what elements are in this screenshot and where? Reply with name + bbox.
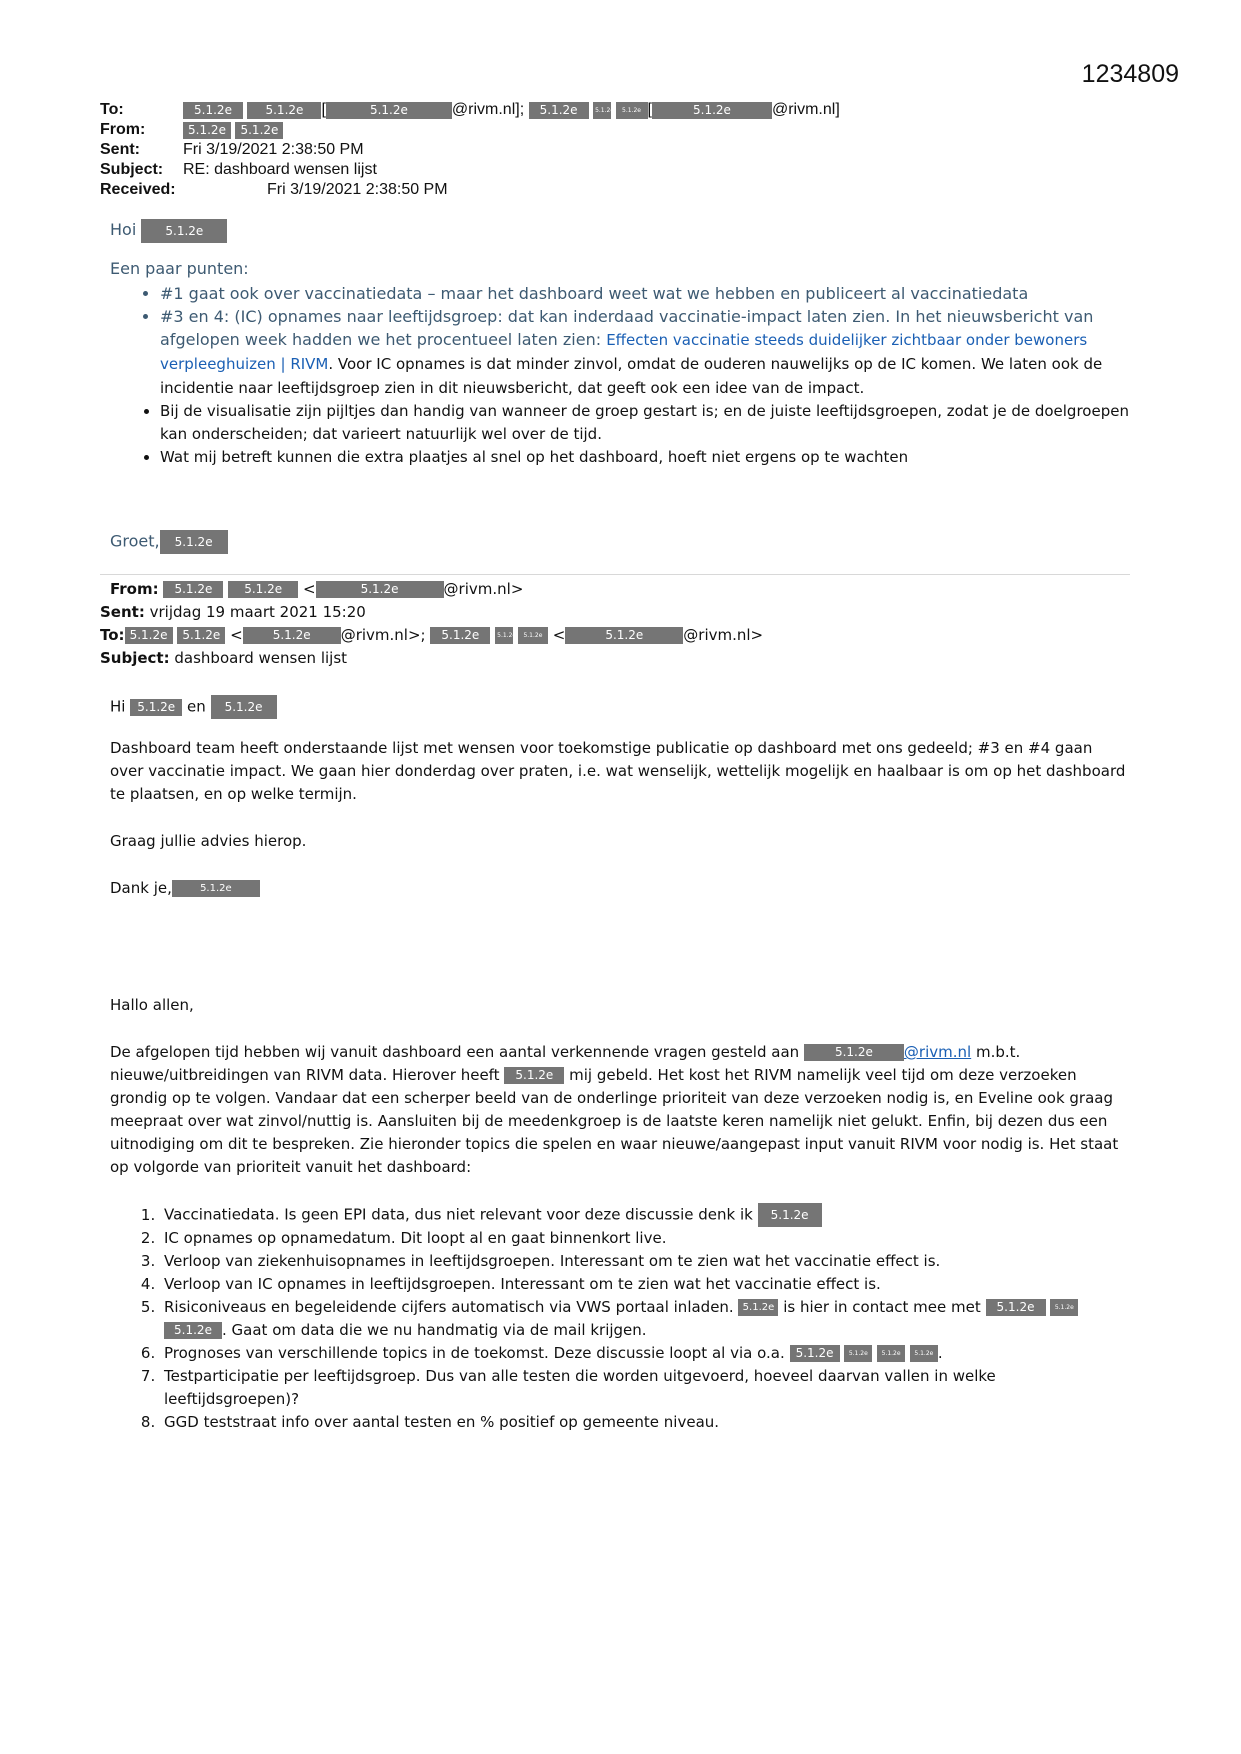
redaction-block: 5.1.2e [160, 530, 228, 554]
list-item: 8. GGD teststraat info over aantal testen en % positief op gemeente niveau. [160, 1411, 1130, 1434]
redaction-block: 5.1.2e [430, 627, 490, 644]
intro: Een paar punten: [110, 258, 249, 278]
redaction-block: 5.1.2e [877, 1345, 905, 1362]
redaction-block: 5.1.2e [211, 695, 277, 719]
paragraph: Dashboard team heeft onderstaande lijst met wensen voor toekomstige publicatie op dashboard met ons gedeeld; #3 en #4 gaan over vaccinatie impact. We gaan hier donderdag over praten, i.e. wat wenselijk, wettelijk mogelijk en haalbaar is om op het dashboard te plaatsen, en op welke termijn. [110, 739, 1126, 803]
paragraph-text: De afgelopen tijd hebben wij vanuit dashboard een aantal verkennende vragen gesteld aan [110, 1043, 804, 1061]
to-label: To: [100, 101, 124, 118]
fwd-subject-row [100, 647, 763, 670]
fwd-subject-value: dashboard wensen lijst [174, 649, 348, 667]
redaction-block: 5.1.2e [518, 627, 548, 644]
redaction-block: 5.1.2e [183, 102, 243, 119]
redaction-block: 5.1.2e [652, 102, 772, 119]
subject-row [100, 160, 840, 180]
redaction-block: 5.1.2e [235, 122, 283, 139]
item-text: is hier in contact mee met [778, 1298, 986, 1316]
greeting: Hoi [110, 220, 137, 239]
redaction-block: 5.1.2e [130, 699, 182, 716]
domain-text: @rivm.nl>; [340, 626, 426, 644]
fwd-from-label: From: [110, 580, 159, 598]
sent-label: Sent: [100, 141, 140, 158]
divider [100, 574, 1130, 575]
angle-bracket: < [552, 626, 566, 644]
list-item [160, 305, 1130, 400]
news-link[interactable]: Effecten vaccinatie steeds duidelijker zichtbaar onder bewoners verpleeghuizen | RIVM [160, 330, 1088, 373]
redaction-block: 5.1.2e [183, 122, 231, 139]
paragraph: Hallo allen, [110, 996, 194, 1014]
list-item [160, 1342, 1130, 1365]
hi: Hi [110, 697, 126, 716]
item-text: . [937, 1344, 943, 1362]
redaction-block: 5.1.2e [1050, 1299, 1078, 1316]
list-item: 2. IC opnames op opnamedatum. Dit loopt al en gaat binnenkort live. [160, 1227, 1130, 1250]
redaction-block: 5.1.2e [164, 1322, 222, 1339]
received-label: Received: [100, 181, 176, 198]
redaction-block: 5.1.2e [738, 1299, 778, 1316]
sent-row [100, 140, 840, 160]
list-item [160, 1203, 1130, 1227]
item-text: . Gaat om data die we nu handmatig via de mail krijgen. [222, 1321, 647, 1339]
redaction-block: 5.1.2e [177, 627, 225, 644]
domain-text: @rivm.nl> [683, 626, 764, 644]
redaction-block: 5.1.2e [243, 627, 341, 644]
list-item: 3. Verloop van ziekenhuisopnames in leeftijdsgroepen. Interessant om te zien wat het vaccinatie effect is. [160, 1250, 1130, 1273]
paragraph-text: m.b.t. nieuwe/uitbreidingen van RIVM data. Hierover heeft [110, 1043, 1021, 1084]
domain-text: @rivm.nl> [443, 580, 524, 598]
received-row [100, 180, 840, 200]
received-value: Fri 3/19/2021 2:38:50 PM [267, 181, 448, 198]
redaction-block: 5.1.2e [125, 627, 173, 644]
list-item [160, 1296, 1130, 1342]
redaction-block: 5.1.2e [529, 102, 589, 119]
separator: ]; [515, 101, 525, 118]
hi-line [110, 695, 1130, 719]
list-item: • Bij de visualisatie zijn pijltjes dan handig van wanneer de groep gestart is; en de juiste leeftijdsgroepen, zodat je de doelgroepen kan onderscheiden; dat varieert natuurlijk wel over de tijd. [160, 400, 1130, 446]
list-item: 4. Verloop van IC opnames in leeftijdsgroepen. Interessant om te zien wat het vaccinatie effect is. [160, 1273, 1130, 1296]
redaction-block: 5.1.2e [163, 581, 223, 598]
redaction-block: 5.1.2e [758, 1203, 822, 1227]
redaction-block: 5.1.2e [247, 102, 321, 119]
redaction-block: 5.1.2e [910, 1345, 938, 1362]
redaction-block: 5.1.2e [326, 102, 452, 119]
fwd-sent-label: Sent: [100, 603, 145, 621]
thanks: Dank je, [110, 879, 172, 897]
bracket: ] [835, 101, 840, 118]
domain-text: @rivm.nl [451, 101, 516, 118]
redaction-block: 5.1.2e [986, 1299, 1046, 1316]
fwd-subject-label: Subject: [100, 649, 170, 667]
item-text: Vaccinatiedata. Is geen EPI data, dus niet relevant voor deze discussie denk ik [164, 1205, 753, 1224]
redaction-block: 5.1.2e [316, 581, 444, 598]
fwd-from-row [100, 578, 763, 601]
reply-points [110, 282, 1130, 469]
document-number: 1234809 [1081, 60, 1179, 88]
list-item: • Wat mij betreft kunnen die extra plaatjes al snel op het dashboard, hoeft niet ergens op te wachten [160, 446, 1130, 469]
list-item: • #1 gaat ook over vaccinatiedata – maar het dashboard weet wat we hebben en publiceert al vaccinatiedata [160, 282, 1130, 305]
redaction-block: 5.1.2e [790, 1345, 840, 1362]
thanks-line [110, 877, 1130, 900]
redaction-block: 5.1.2e [495, 627, 513, 644]
paragraph-text: mij gebeld. Het kost het RIVM namelijk veel tijd om deze verzoeken grondig op te volgen. Vandaar dat een scherper beeld van de onderlinge prioriteit van deze verzoeken nodig is, en Eveline ook graag meepraat over wat zinvol/nuttig is. Aansluiten bij de meedenkgroep is de laatste keren namelijk niet gelukt. Enfin, bij dezen dus een uitnodiging om dit te bespreken. Zie hieronder topics die spelen en waar nieuwe/aangepast input vanuit RIVM voor nodig is. Het staat op volgorde van prioriteit vanuit het dashboard: [110, 1066, 1119, 1176]
subject-label: Subject: [100, 161, 164, 178]
redaction-block: 5.1.2e [844, 1345, 872, 1362]
item-text: Prognoses van verschillende topics in de toekomst. Deze discussie loopt al via o.a. [164, 1344, 785, 1362]
en: en [187, 697, 206, 716]
item-text: Risiconiveaus en begeleidende cijfers automatisch via VWS portaal inladen. [164, 1298, 734, 1316]
redaction-block: 5.1.2e [141, 219, 227, 243]
spacer [110, 924, 1130, 994]
paragraph [110, 1041, 1130, 1179]
fwd-to-label: To: [100, 626, 125, 644]
fwd-sent-value: vrijdag 19 maart 2021 15:20 [149, 603, 366, 621]
point-text: . Voor IC opnames is dat minder zinvol, omdat de ouderen nauwelijks op de IC komen. We laten ook de incidentie naar leeftijdsgroep zien in dit nieuwsbericht, dat geeft ook een idee van de impact. [160, 354, 1103, 397]
angle-bracket: < [230, 626, 243, 644]
subject-value: RE: dashboard wensen lijst [183, 161, 377, 178]
bracket: [ [647, 101, 652, 118]
fwd-to-row [100, 624, 763, 647]
forwarded-body [110, 695, 1130, 1434]
priority-list [110, 1203, 1130, 1434]
redaction-block: 5.1.2e [565, 627, 683, 644]
from-label: From: [100, 121, 146, 138]
redaction-block: 5.1.2e [616, 102, 648, 119]
sent-value: Fri 3/19/2021 2:38:50 PM [183, 141, 364, 158]
reply-body [110, 218, 1130, 469]
greeting-line [110, 218, 1130, 243]
redaction-block: 5.1.2e [228, 581, 298, 598]
redaction-block: 5.1.2e [593, 102, 611, 119]
paragraph: Graag jullie advies hierop. [110, 832, 307, 850]
closing-line [110, 530, 228, 554]
from-row [100, 120, 840, 140]
fwd-sent-row [100, 601, 763, 624]
point-text: #3 en 4: (IC) opnames naar leeftijdsgroep: dat kan inderdaad vaccinatie-impact laten zien. In het nieuwsbericht van afgelopen week hadden we het procentueel laten zien: [160, 306, 1094, 349]
angle-bracket: < [302, 580, 316, 598]
to-row [100, 100, 840, 120]
forwarded-header [100, 578, 763, 670]
bracket: [ [321, 101, 326, 118]
redaction-block: 5.1.2e [504, 1067, 564, 1084]
email-link[interactable]: @rivm.nl [903, 1043, 972, 1061]
redaction-block: 5.1.2e [804, 1044, 904, 1061]
list-item: 7. Testparticipatie per leeftijdsgroep. Dus van alle testen die worden uitgevoerd, hoeveel daarvan vallen in welke leeftijdsgroepen)? [160, 1365, 1130, 1411]
redaction-block: 5.1.2e [172, 880, 260, 897]
email-header [100, 100, 840, 200]
closing: Groet, [110, 531, 160, 551]
domain-text: @rivm.nl [771, 101, 836, 118]
